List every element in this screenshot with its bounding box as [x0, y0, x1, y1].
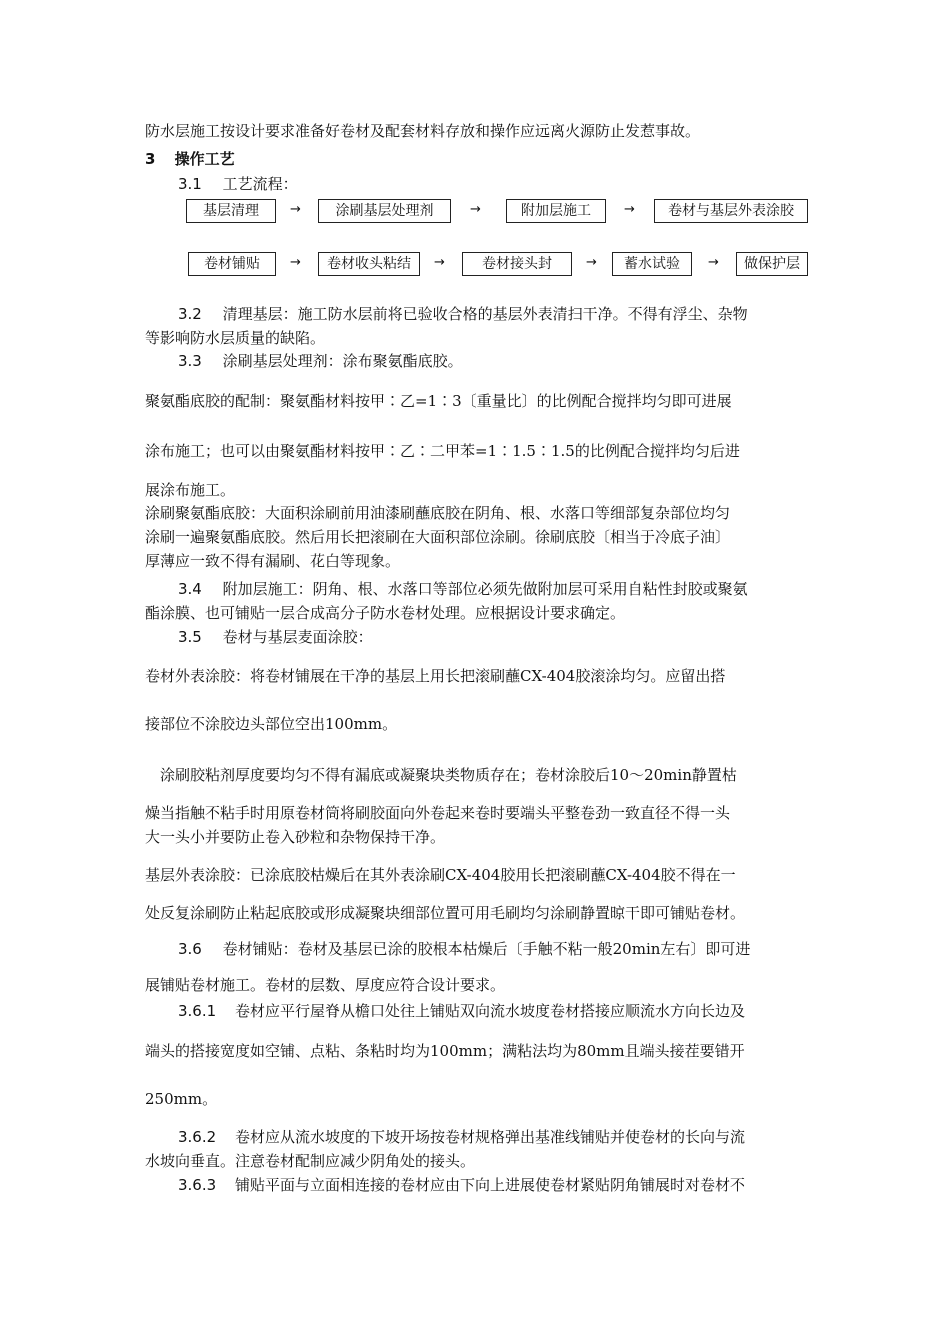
thickness-paragraph-line2: 燥当指触不粘手时用原卷材筒将刷胶面向外卷起来卷时要端头平整卷劲一致直径不得一头 [145, 804, 731, 822]
section-text: 卷材铺贴：卷材及基层已涂的胶根本枯燥后〔手触不粘一般20min左右〕即可进 [222, 940, 751, 958]
arrow-icon: → [470, 202, 481, 217]
section-3-6-line2: 展铺贴卷材施工。卷材的层数、厚度应符合设计要求。 [145, 976, 506, 994]
section-text: 涂刷基层处理剂：涂布聚氨酯底胶。 [222, 352, 463, 370]
section-3-5 [178, 626, 810, 648]
thickness-paragraph-line3: 大一头小并要防止卷入砂粒和杂物保持干净。 [145, 828, 446, 846]
section-3-6-1-line3: 250mm。 [145, 1090, 218, 1108]
brush-paragraph-line3: 厚薄应一致不得有漏刷、花白等现象。 [145, 552, 401, 570]
section-text: 清理基层：施工防水层前将已验收合格的基层外表清扫干净。不得有浮尘、杂物 [222, 305, 748, 323]
flow-step-9: 做保护层 [736, 252, 808, 276]
section-number: 3.3 [178, 352, 202, 370]
base-paragraph-line1: 基层外表涂胶：已涂底胶枯燥后在其外表涂刷CX-404胶用长把滚刷蘸CX-404胶不得在一 [145, 866, 736, 884]
intro-paragraph: 防水层施工按设计要求准备好卷材及配套材料存放和操作应远离火源防止发惹事故。 [145, 122, 701, 140]
section-number: 3.1 [178, 175, 202, 193]
thickness-paragraph-line1: 涂刷胶粘剂厚度要均匀不得有漏底或凝聚块类物质存在；卷材涂胶后10～20min静置枯 [160, 766, 737, 784]
mix-paragraph-line1: 聚氨酯底胶的配制：聚氨酯材料按甲∶乙=1∶3〔重量比〕的比例配合搅拌均匀即可进展 [145, 392, 732, 410]
section-text: 铺贴平面与立面相连接的卷材应由下向上进展使卷材紧贴阴角铺展时对卷材不 [234, 1176, 745, 1194]
section-number: 3.5 [178, 628, 202, 646]
brush-paragraph-line2: 涂刷一遍聚氨酯底胶。然后用长把滚刷在大面积部位涂刷。徐刷底胶〔相当于冷底子油〕 [145, 528, 731, 546]
flow-step-3: 附加层施工 [506, 199, 606, 223]
roll-paragraph-line2: 接部位不涂胶边头部位空出100mm。 [145, 715, 398, 733]
arrow-icon: → [586, 255, 597, 270]
roll-paragraph-line1: 卷材外表涂胶：将卷材铺展在干净的基层上用长把滚刷蘸CX-404胶滚涂均匀。应留出搭 [145, 667, 726, 685]
section-3-heading [145, 148, 810, 170]
section-text: 工艺流程： [222, 175, 298, 193]
section-number: 3.6 [178, 940, 202, 958]
section-title: 操作工艺 [174, 150, 235, 168]
flow-step-8: 蓄水试验 [612, 252, 692, 276]
section-number: 3.4 [178, 580, 202, 598]
flow-step-5: 卷材铺贴 [188, 252, 276, 276]
mix-paragraph-line3: 展涂布施工。 [145, 481, 236, 499]
section-3-6-2-line2: 水坡向垂直。注意卷材配制应减少阴角处的接头。 [145, 1152, 476, 1170]
section-number: 3 [145, 150, 156, 168]
arrow-icon: → [434, 255, 445, 270]
section-3-6-line1 [178, 938, 810, 960]
arrow-icon: → [290, 202, 301, 217]
section-3-6-1-line1 [178, 1000, 810, 1022]
section-text: 卷材应从流水坡度的下坡开场按卷材规格弹出基准线铺贴并使卷材的长向与流 [234, 1128, 745, 1146]
section-text: 卷材与基层麦面涂胶： [222, 628, 373, 646]
section-3-2-line1 [178, 303, 810, 325]
section-text: 卷材应平行屋脊从檐口处往上铺贴双向流水坡度卷材搭接应顺流水方向长边及 [234, 1002, 745, 1020]
flow-step-1: 基层清理 [186, 199, 276, 223]
flow-step-2: 涂刷基层处理剂 [318, 199, 451, 223]
section-3-6-2-line1 [178, 1126, 810, 1148]
flow-step-6: 卷材收头粘结 [318, 252, 420, 276]
section-number: 3.6.3 [178, 1176, 217, 1194]
mix-paragraph-line2: 涂布施工；也可以由聚氨酯材料按甲∶乙∶二甲苯=1∶1.5∶1.5的比例配合搅拌均匀后进 [145, 442, 740, 460]
section-3-6-1-line2: 端头的搭接宽度如空铺、点粘、条粘时均为100mm；满粘法均为80mm且端头接茬要错开 [145, 1042, 745, 1060]
arrow-icon: → [290, 255, 301, 270]
section-3-4-line1 [178, 578, 810, 600]
section-text: 附加层施工：阴角、根、水落口等部位必须先做附加层可采用自粘性封胶或聚氨 [222, 580, 748, 598]
base-paragraph-line2: 处反复涂刷防止粘起底胶或形成凝聚块细部位置可用毛刷均匀涂刷静置晾干即可铺贴卷材。 [145, 904, 746, 922]
brush-paragraph-line1: 涂刷聚氨酯底胶：大面积涂刷前用油漆刷蘸底胶在阴角、根、水落口等细部复杂部位均匀 [145, 504, 731, 522]
flow-step-4: 卷材与基层外表涂胶 [654, 199, 808, 223]
section-3-3 [178, 350, 810, 372]
section-3-1 [178, 173, 810, 195]
section-3-2-line2: 等影响防水层质量的缺陷。 [145, 329, 326, 347]
arrow-icon: → [708, 255, 719, 270]
section-3-6-3-line1 [178, 1174, 810, 1196]
flow-step-7: 卷材接头封 [462, 252, 572, 276]
section-number: 3.2 [178, 305, 202, 323]
section-3-4-line2: 酯涂膜、也可铺贴一层合成高分子防水卷材处理。应根据设计要求确定。 [145, 604, 626, 622]
arrow-icon: → [624, 202, 635, 217]
section-number: 3.6.1 [178, 1002, 217, 1020]
section-number: 3.6.2 [178, 1128, 217, 1146]
